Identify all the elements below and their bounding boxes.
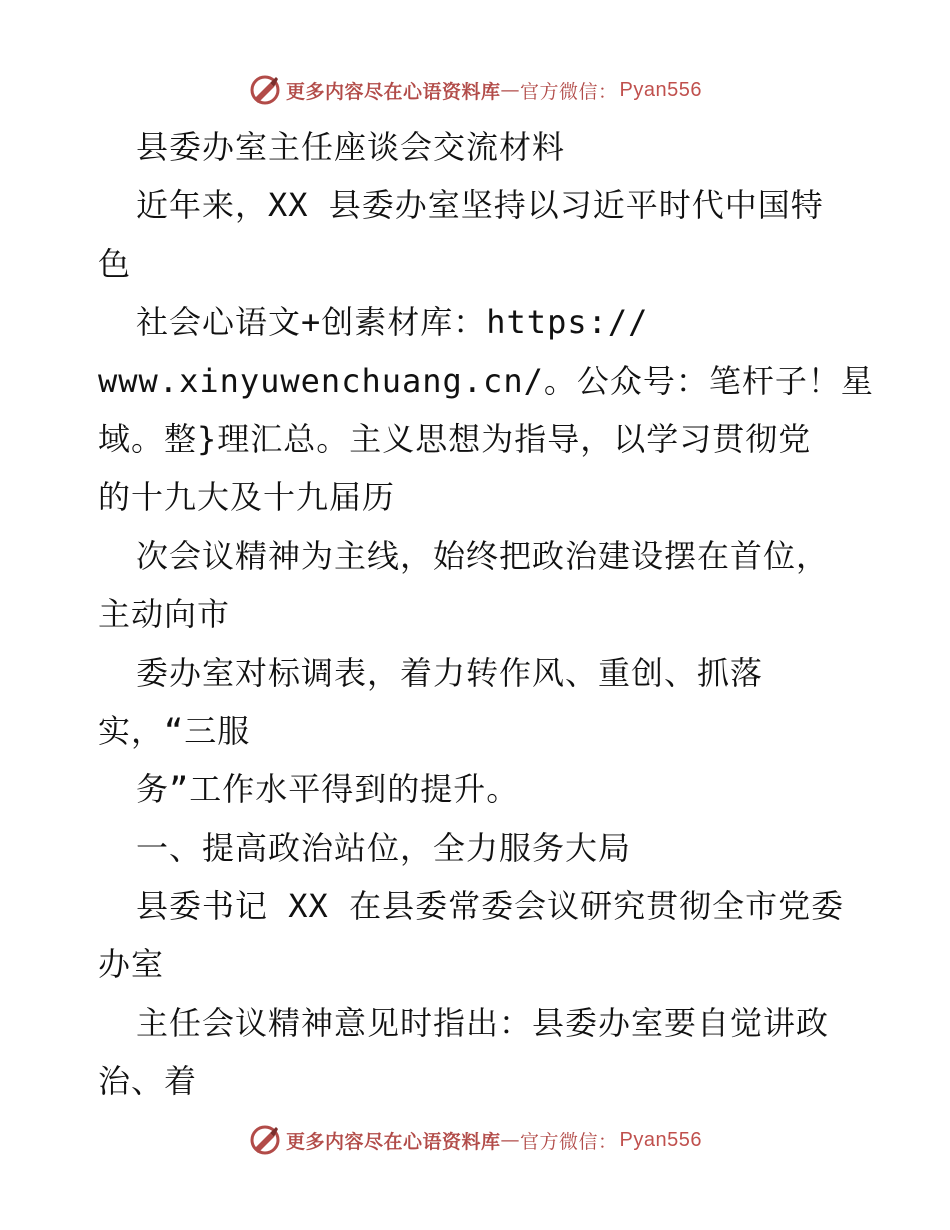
paragraph-line: 主任会议精神意见时指出：县委办室要自觉讲政 (136, 1003, 830, 1042)
paragraph-line: 次会议精神为主线，始终把政治建设摆在首位， (136, 536, 830, 575)
paragraph-line: 社会心语文+创素材库：https:// (136, 303, 649, 342)
document-body (98, 118, 878, 1111)
paragraph-line: 的十九大及十九届历 (98, 478, 396, 517)
paragraph-line: 委办室对标调表，着力转作风、重创、抓落 (136, 653, 764, 692)
paragraph-line: www.xinyuwenchuang.cn/。公众号：笔杆子！星 (98, 361, 874, 400)
paragraph-line: 近年来，XX 县委办室坚持以习近平时代中国特 (136, 186, 824, 225)
banner-wechat-label: 官方微信： (520, 1130, 618, 1153)
paragraph-line: 县委书记 XX 在县委常委会议研究贯彻全市党委 (136, 887, 845, 926)
banner-dash: — (500, 1129, 521, 1151)
banner-dash: — (500, 79, 521, 101)
banner-wechat-id: Pyan556 (619, 1128, 702, 1151)
banner-wechat-id: Pyan556 (619, 78, 702, 101)
paragraph-line: 域。整}理汇总。主义思想为指导，以学习贯彻党 (98, 419, 812, 458)
brand-logo-icon (248, 73, 282, 107)
paragraph-line: 治、着 (98, 1062, 198, 1101)
banner-wechat-label: 官方微信： (520, 80, 618, 103)
brand-logo-icon (248, 1123, 282, 1157)
paragraph-line: 主动向市 (98, 595, 231, 634)
banner-site-name: 更多内容尽在心语资料库 (286, 80, 501, 103)
header-watermark-banner (0, 70, 950, 110)
paragraph-line: 办室 (98, 945, 165, 984)
paragraph-line: 务”工作水平得到的提升。 (136, 770, 520, 809)
document-title: 县委办室主任座谈会交流材料 (136, 128, 566, 166)
footer-watermark-banner (0, 1120, 950, 1160)
banner-site-name: 更多内容尽在心语资料库 (286, 1130, 501, 1153)
section-heading: 一、提高政治站位，全力服务大局 (136, 828, 632, 867)
paragraph-line: 实，“三服 (98, 711, 251, 750)
paragraph-line: 色 (98, 244, 132, 283)
